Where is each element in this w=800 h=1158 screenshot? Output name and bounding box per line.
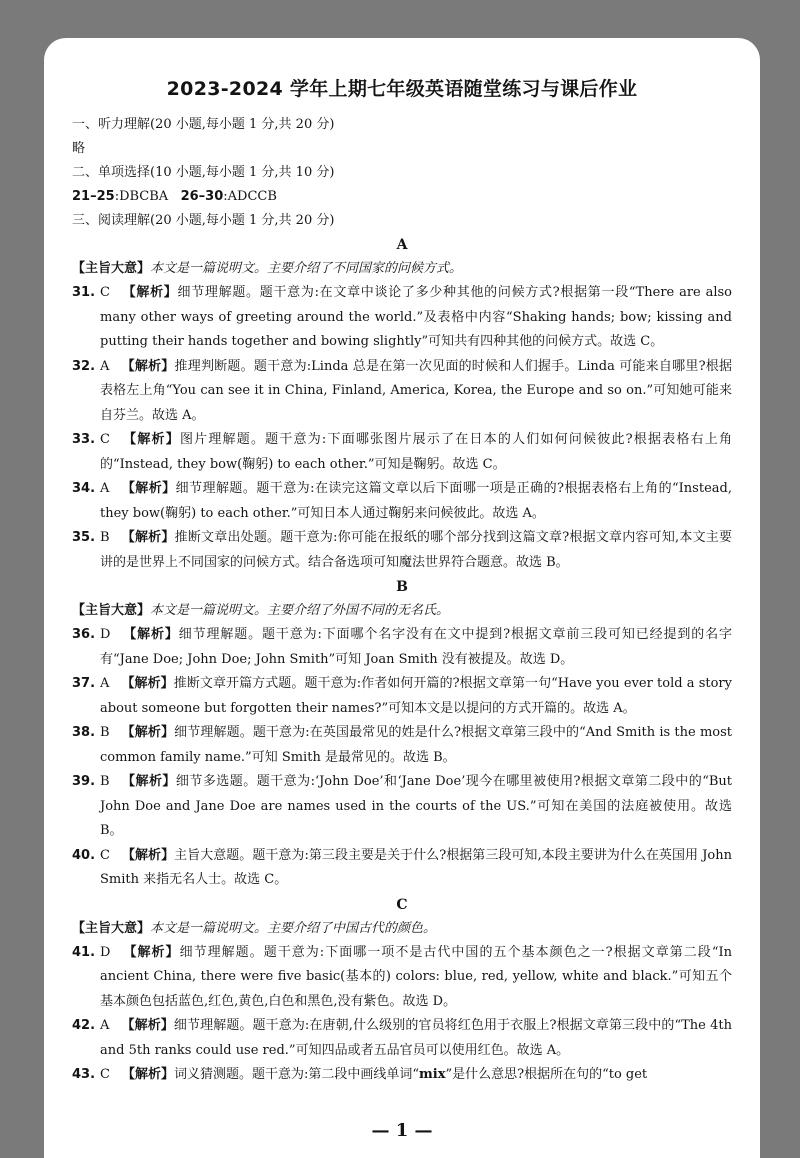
- analysis-label: 【解析】: [121, 725, 175, 740]
- question-number: 42.: [72, 1018, 96, 1033]
- analysis-label: 【解析】: [121, 481, 176, 496]
- analysis-text: 推理判断题。题干意为:Linda 总是在第一次见面的时候和人们握手。Linda 可能来自哪里?根据表格左上角“You can see it in China, Finland, America, Korea, the Europe and so on.”可知她可能来自芬兰。故选 A。: [100, 358, 732, 423]
- answer-letter: B: [100, 725, 110, 740]
- analysis-text: 推断文章开篇方式题。题干意为:作者如何开篇的?根据文章第一句“Have you ever told a story about someone but forgotten their names?”可知本文是以提问的方式开篇的。故选 A。: [100, 676, 732, 716]
- page-number: — 1 —: [371, 1120, 433, 1141]
- question-number: 34.: [72, 481, 96, 496]
- analysis-label: 【解析】: [121, 1018, 174, 1033]
- question-33: [72, 428, 732, 477]
- passage-b-main-idea: [72, 599, 732, 623]
- section-listening-heading: 一、听力理解(20 小题,每小题 1 分,共 20 分): [72, 117, 335, 132]
- main-idea-label: 【主旨大意】: [72, 920, 151, 936]
- answer-letter: B: [100, 774, 110, 789]
- analysis-text: 细节理解题。题干意为:在唐朝,什么级别的官员将红色用于衣服上?根据文章第三段中的“The 4th and 5th ranks could use red.”可知四品或者五品官员可以使用红色。故选 A。: [100, 1018, 732, 1058]
- answer-key-1: :DBCBA: [114, 189, 169, 204]
- analysis-text: 图片理解题。题干意为:下面哪张图片展示了在日本的人们如何问候彼此?根据表格右上角的“Instead, they bow(鞠躬) to each other.”可知是鞠躬。故选 C。: [100, 432, 732, 472]
- question-43: [72, 1063, 732, 1088]
- analysis-text: 推断文章出处题。题干意为:你可能在报纸的哪个部分找到这篇文章?根据文章内容可知,本文主要讲的是世界上不同国家的问候方式。结合备选项可知魔法世界符合题意。故选 B。: [100, 530, 732, 570]
- analysis-label: 【解析】: [121, 530, 175, 545]
- question-36: [72, 623, 732, 672]
- question-37: [72, 672, 732, 721]
- analysis-label: 【解析】: [121, 1067, 174, 1082]
- listening-note: 略: [72, 141, 86, 156]
- answer-letter: B: [100, 530, 110, 545]
- question-number: 38.: [72, 725, 96, 740]
- answer-letter: A: [100, 481, 110, 496]
- analysis-label: 【解析】: [121, 432, 180, 447]
- passage-a-main-idea: [72, 257, 732, 281]
- question-35: [72, 526, 732, 575]
- analysis-text: 细节多选题。题干意为:‘John Doe’和‘Jane Doe’现今在哪里被使用?根据文章第二段中的“But John Doe and Jane Doe are names used in the courts of the US.”可知在美国的法庭被使用。故选 B。: [100, 774, 732, 838]
- answer-letter: C: [100, 285, 110, 300]
- question-39: [72, 770, 732, 844]
- main-idea-text: 本文是一篇说明文。主要介绍了不同国家的问候方式。: [150, 261, 463, 276]
- question-34: [72, 477, 732, 526]
- passage-c-main-idea: [72, 917, 732, 941]
- question-41: [72, 941, 732, 1015]
- question-number: 43.: [72, 1067, 96, 1082]
- passage-c-heading: C: [396, 896, 408, 913]
- answer-letter: A: [100, 1018, 110, 1033]
- page-title: 2023-2024 学年上期七年级英语随堂练习与课后作业: [166, 78, 638, 100]
- analysis-text: 主旨大意题。题干意为:第三段主要是关于什么?根据第三段可知,本段主要讲为什么在英国用 John Smith 来指无名人士。故选 C。: [100, 847, 732, 887]
- question-42: [72, 1014, 732, 1063]
- analysis-text: 细节理解题。题干意为:下面哪个名字没有在文中提到?根据文章前三段可知已经提到的名字有“Jane Doe; John Doe; John Smith”可知 Joan Smith 没有被提及。故选 D。: [100, 627, 732, 667]
- question-38: [72, 721, 732, 770]
- main-idea-text: 本文是一篇说明文。主要介绍了中国古代的颜色。: [150, 920, 437, 936]
- analysis-label: 【解析】: [121, 774, 176, 789]
- answer-letter: C: [100, 1067, 110, 1082]
- main-idea-label: 【主旨大意】: [72, 261, 151, 276]
- answer-letter: A: [100, 676, 110, 691]
- analysis-text: 细节理解题。题干意为:下面哪一项不是古代中国的五个基本颜色之一?根据文章第二段“In ancient China, there were five basic(基本的) colors: blue, red, yellow, white and black.”可知五个基本颜色包括蓝色,红色,黄色,白色和黑色,没有紫色。故选 D。: [100, 944, 732, 1009]
- analysis-label: 【解析】: [121, 358, 175, 374]
- answer-key-2: :ADCCB: [223, 189, 277, 204]
- analysis-text: 细节理解题。题干意为:在文章中谈论了多少种其他的问候方式?根据第一段“There are also many other ways of greeting around the world.”及表格中内容“Shaking hands; bow; kissing and putting their hands together and bowing slightly”可知共有四种其他的问候方式。故选 C。: [100, 285, 732, 349]
- answer-letter: A: [100, 358, 110, 374]
- single-choice-answers: [72, 185, 732, 209]
- answer-letter: D: [100, 627, 111, 642]
- analysis-label: 【解析】: [122, 627, 179, 642]
- answer-sheet-page: [44, 38, 760, 1158]
- question-32: [72, 355, 732, 429]
- question-number: 31.: [72, 285, 96, 300]
- question-number: 40.: [72, 847, 96, 863]
- question-number: 35.: [72, 530, 96, 545]
- analysis-text: 细节理解题。题干意为:在读完这篇文章以后下面哪一项是正确的?根据表格右上角的“Instead, they bow(鞠躬) to each other.”可知日本人通过鞠躬来问候彼此。故选 A。: [100, 481, 732, 521]
- question-number: 37.: [72, 676, 96, 691]
- main-idea-label: 【主旨大意】: [72, 603, 151, 618]
- analysis-text-pre: 词义猜测题。题干意为:第二段中画线单词“: [173, 1067, 419, 1082]
- question-31: [72, 281, 732, 355]
- analysis-label: 【解析】: [121, 285, 178, 300]
- analysis-text: 细节理解题。题干意为:在英国最常见的姓是什么?根据文章第三段中的“And Smith is the most common family name.”可知 Smith 是最常见的。故选 B。: [100, 725, 732, 765]
- answer-range-2: 26–30: [180, 189, 224, 204]
- section-reading-heading: 三、阅读理解(20 小题,每小题 1 分,共 20 分): [72, 213, 335, 228]
- passage-b-heading: B: [396, 579, 408, 595]
- answer-range-1: 21–25: [72, 189, 115, 204]
- question-40: [72, 844, 732, 893]
- analysis-text-post: ”是什么意思?根据所在句的“to get: [445, 1067, 648, 1082]
- answer-letter: D: [100, 944, 111, 960]
- question-number: 39.: [72, 774, 96, 789]
- question-number: 32.: [72, 358, 96, 374]
- analysis-label: 【解析】: [121, 676, 174, 691]
- target-word: mix: [419, 1067, 446, 1082]
- answer-letter: C: [100, 847, 110, 863]
- analysis-label: 【解析】: [122, 944, 180, 960]
- passage-a-heading: A: [396, 237, 408, 253]
- section-single-choice-heading: 二、单项选择(10 小题,每小题 1 分,共 10 分): [72, 165, 335, 180]
- analysis-label: 【解析】: [121, 847, 175, 863]
- answer-letter: C: [100, 432, 110, 447]
- main-idea-text: 本文是一篇说明文。主要介绍了外国不同的无名氏。: [150, 603, 450, 618]
- question-number: 41.: [72, 944, 96, 960]
- question-number: 36.: [72, 627, 96, 642]
- question-number: 33.: [72, 432, 96, 447]
